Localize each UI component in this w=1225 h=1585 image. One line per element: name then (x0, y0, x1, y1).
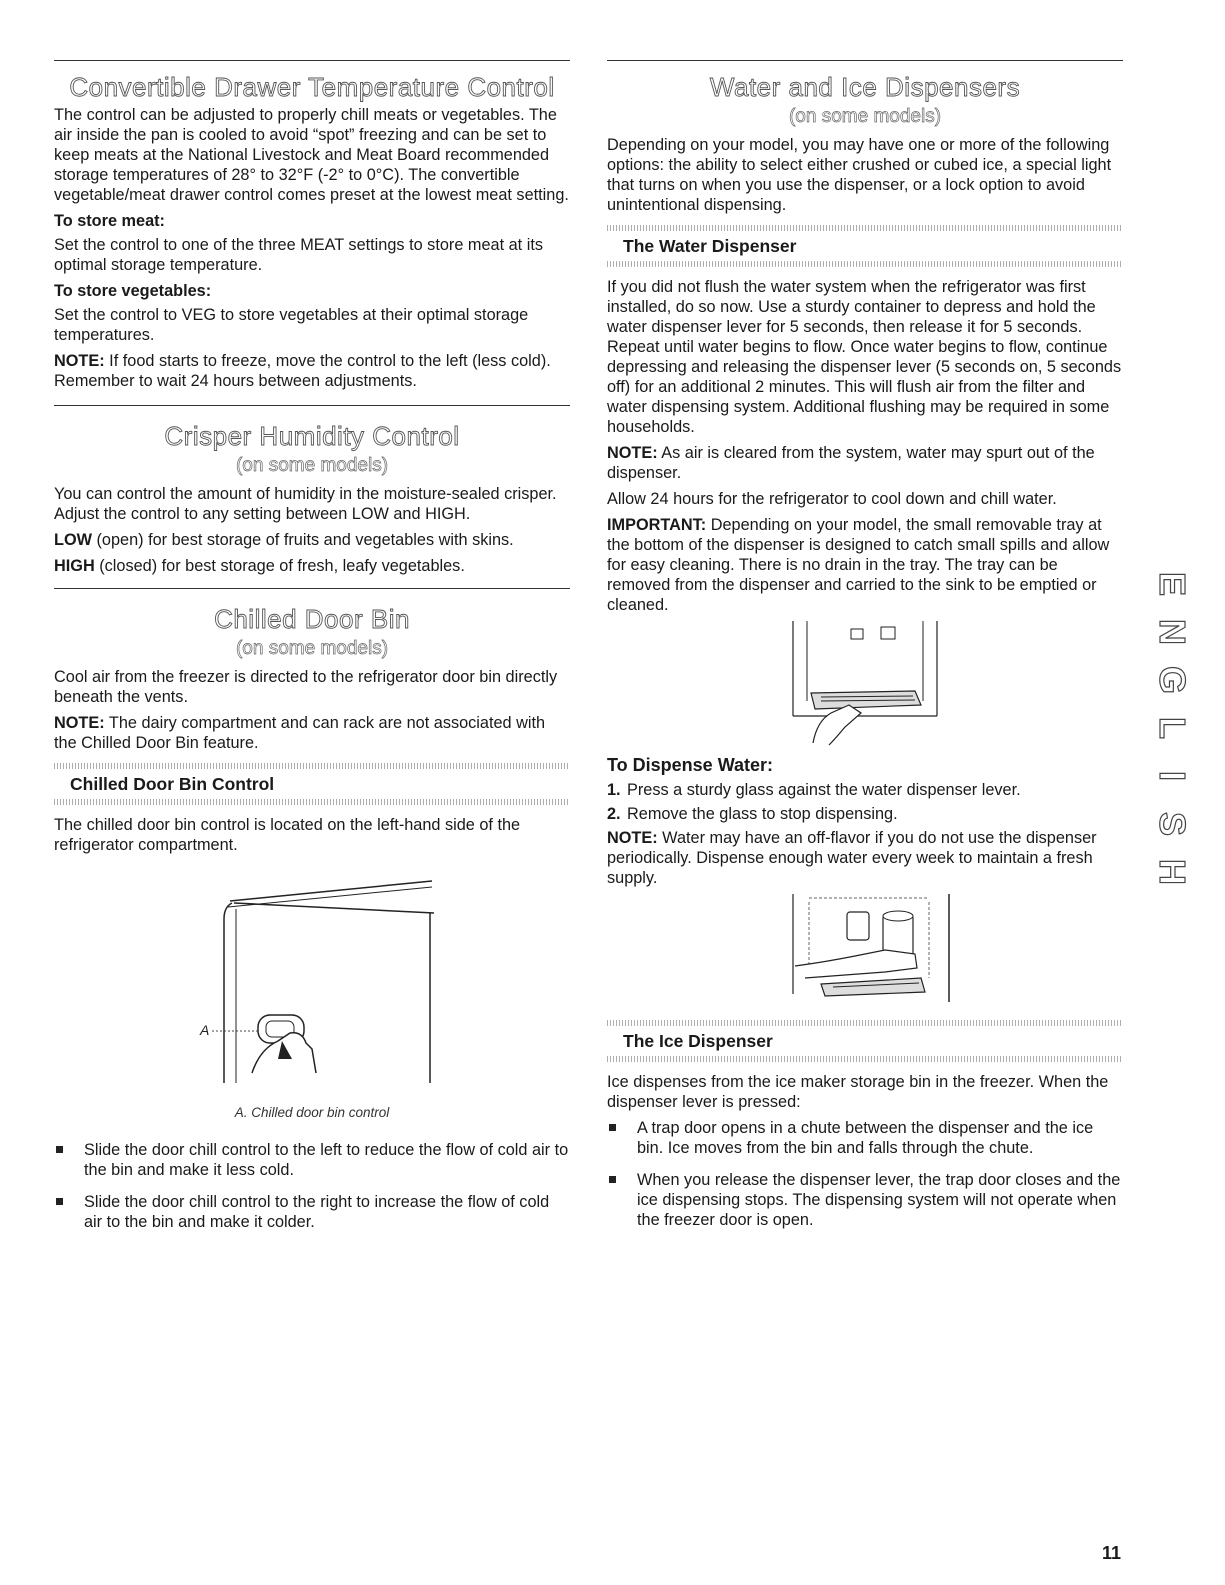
section-heading-crisper: Crisper Humidity Control (164, 421, 460, 451)
dispensers-intro: Depending on your model, you may have one or more of the following options: the ability to select either crushed or cubed ice, a special light that turns on when you use the dispenser, or a lock option to avoid unintentional dispensing. (607, 136, 1112, 214)
section-heading-chilled: Chilled Door Bin (214, 604, 410, 634)
subsection-title: The Ice Dispenser (623, 1031, 773, 1051)
bullet-text: A trap door opens in a chute between the dispenser and the ice bin. Ice moves from the bin and falls through the chute. (637, 1119, 1094, 1157)
dispensers-subhead: (on some models) (788, 106, 942, 127)
ice-intro: Ice dispenses from the ice maker storage bin in the freezer. When the dispenser lever is pressed: (607, 1073, 1109, 1111)
chilled-subhead: (on some models) (235, 638, 389, 659)
bullet-square-icon (609, 1124, 616, 1131)
side-tab-letter: G (1152, 665, 1193, 694)
bullet-text: Slide the door chill control to the right to increase the flow of cold air to the bin and make it colder. (84, 1193, 550, 1231)
low-label: LOW (54, 531, 92, 549)
chilled-door-bin-illustration (182, 873, 442, 1103)
dotted-divider (54, 799, 570, 805)
important-label: IMPORTANT: (607, 516, 707, 534)
bullet-square-icon (609, 1176, 616, 1183)
water-note-2 (607, 828, 1123, 888)
glass-dispenser-illustration (765, 894, 965, 1006)
bullet-square-icon (56, 1198, 63, 1205)
chilled-intro: Cool air from the freezer is directed to the refrigerator door bin directly beneath the vents. (54, 668, 558, 706)
step-item (607, 804, 1123, 824)
side-tab-letter: I (1152, 770, 1193, 781)
list-item (607, 1170, 1123, 1230)
subsection-water-dispenser (607, 225, 1123, 267)
section-divider (54, 405, 570, 406)
list-item (607, 1118, 1123, 1158)
important-text: Depending on your model, the small removable tray at the bottom of the dispenser is designed to catch small spills and allow for easy cleaning. There is no drain in the tray. The tray can be removed from the dispenser and carried to the sink to be emptied or cleaned. (607, 516, 1110, 614)
dispense-water-heading: To Dispense Water: (607, 755, 774, 775)
high-text: (closed) for best storage of fresh, leafy vegetables. (94, 557, 465, 575)
bullet-text: Slide the door chill control to the left to reduce the flow of cold air to the bin and make it less cold. (84, 1141, 569, 1179)
step-text: Press a sturdy glass against the water dispenser lever. (627, 781, 1021, 799)
section-heading-drawer: Convertible Drawer Temperature Control (69, 72, 555, 102)
chilled-control-text: The chilled door bin control is located on the left-hand side of the refrigerator compartment. (54, 816, 521, 854)
section-divider (607, 60, 1123, 61)
water-important (607, 515, 1123, 615)
ice-bullets (607, 1118, 1123, 1230)
note-label: NOTE: (607, 829, 658, 847)
drawer-intro: The control can be adjusted to properly chill meats or vegetables. The air inside the pan is cooled to avoid “spot” freezing and can be set to keep meats at the National Livestock and Meat Board recommended storage temperatures of 28° to 32°F (-2° to 0°C). The convertible vegetable/meat drawer control comes preset at the lowest meat setting. (54, 106, 569, 204)
right-column (607, 60, 1123, 1242)
figure-label-a: A (200, 1022, 210, 1038)
subsection-ice-dispenser (607, 1020, 1123, 1062)
veg-label: To store vegetables: (54, 282, 212, 300)
note-text: If food starts to freeze, move the control to the left (less cold). Remember to wait 24 hours between adjustments. (54, 352, 551, 390)
note-text: As air is cleared from the system, water may spurt out of the dispenser. (607, 444, 1095, 482)
crisper-high (54, 556, 570, 576)
dotted-divider (54, 763, 570, 769)
bullet-text: When you release the dispenser lever, the trap door closes and the ice dispensing stops. The dispensing system will not operate when the freezer door is open. (637, 1171, 1121, 1229)
side-tab-letter: E (1152, 571, 1193, 596)
figure-caption: A. Chilled door bin control (234, 1105, 390, 1120)
dotted-divider (607, 261, 1123, 267)
dotted-divider (607, 1056, 1123, 1062)
step-text: Remove the glass to stop dispensing. (627, 805, 898, 823)
note-text: The dairy compartment and can rack are not associated with the Chilled Door Bin feature. (54, 714, 546, 752)
drawer-note (54, 351, 570, 391)
section-divider (54, 60, 570, 61)
crisper-intro: You can control the amount of humidity in the moisture-sealed crisper. Adjust the control to any setting between LOW and HIGH. (54, 485, 557, 523)
chilled-note (54, 713, 570, 753)
list-item (54, 1140, 570, 1180)
note-label: NOTE: (54, 714, 105, 732)
side-tab-letter: L (1152, 717, 1193, 739)
water-allow-text: Allow 24 hours for the refrigerator to cool down and chill water. (607, 490, 1057, 508)
subsection-chilled-control (54, 763, 570, 805)
note-label: NOTE: (54, 352, 105, 370)
step-item (607, 780, 1123, 800)
crisper-subhead: (on some models) (235, 455, 389, 476)
language-side-tab (1150, 560, 1193, 896)
veg-text: Set the control to VEG to store vegetables at their optimal storage temperatures. (54, 306, 529, 344)
subsection-title: The Water Dispenser (623, 236, 797, 256)
dispenser-tray-illustration (765, 621, 965, 751)
side-tab-letter: H (1152, 859, 1193, 885)
step-number: 1. (607, 781, 621, 799)
meat-label: To store meat: (54, 212, 165, 230)
crisper-low (54, 530, 570, 550)
page-number: 11 (1102, 1543, 1122, 1563)
dotted-divider (607, 225, 1123, 231)
step-number: 2. (607, 805, 621, 823)
meat-text: Set the control to one of the three MEAT settings to store meat at its optimal storage temperature. (54, 236, 543, 274)
dotted-divider (607, 1020, 1123, 1026)
water-flush-text: If you did not flush the water system when the refrigerator was first installed, do so now. Use a sturdy container to depress and hold the water dispenser lever for 5 seconds, then release it for 5 seconds. Repeat until water begins to flow. Once water begins to flow, continue depressing and releasing the dispenser lever (5 seconds on, 5 seconds off) for an additional 2 minutes. This will flush air from the filter and water dispensing system. Additional flushing may be required in some households. (607, 278, 1122, 436)
water-note (607, 443, 1123, 483)
subsection-title: Chilled Door Bin Control (70, 774, 275, 794)
bullet-square-icon (56, 1146, 63, 1153)
section-divider (54, 588, 570, 589)
side-tab-letter: S (1152, 811, 1193, 836)
low-text: (open) for best storage of fruits and vegetables with skins. (91, 531, 514, 549)
left-column (54, 60, 570, 1244)
note-label: NOTE: (607, 444, 658, 462)
list-item (54, 1192, 570, 1232)
high-label: HIGH (54, 557, 95, 575)
note-text: Water may have an off-flavor if you do not use the dispenser periodically. Dispense enough water every week to maintain a fresh supply. (607, 829, 1097, 887)
side-tab-letter: N (1152, 619, 1193, 645)
chilled-bullets (54, 1140, 570, 1232)
section-heading-dispensers: Water and Ice Dispensers (709, 72, 1021, 102)
dispense-steps (607, 780, 1123, 824)
